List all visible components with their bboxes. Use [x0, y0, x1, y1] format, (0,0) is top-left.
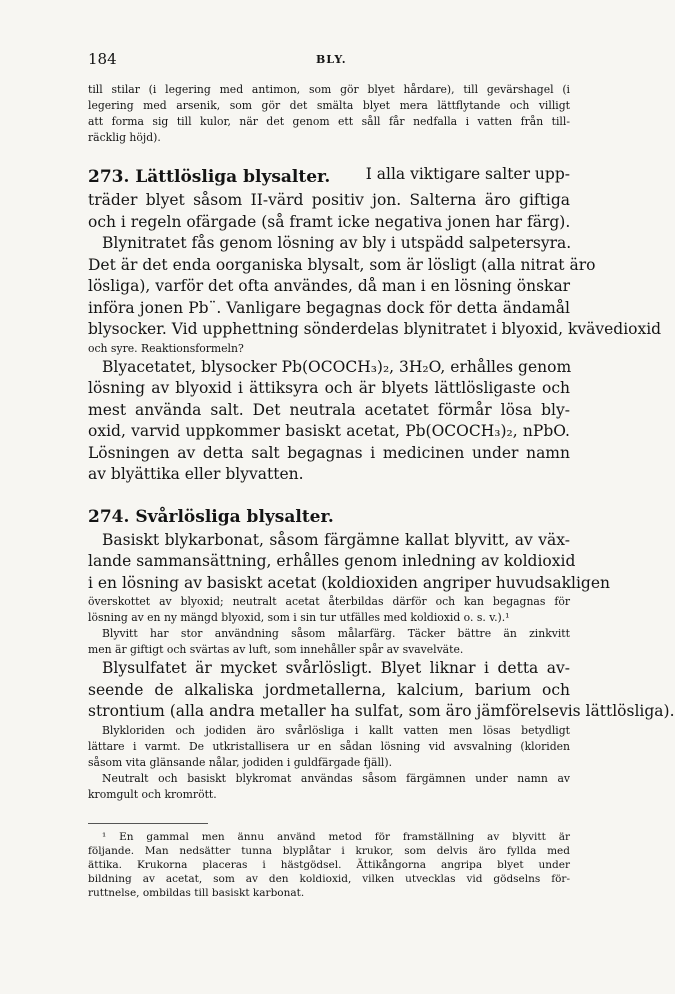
- text-line: att forma sig till kulor, när det genom ett såll får nedfalla i vatten från till-: [88, 115, 570, 128]
- text-line: Det är det enda oorganiska blysalt, som är lösligt (alla nitrat äro: [88, 255, 596, 274]
- text-line: såsom vita glänsande nålar, jodiden i guldfärgade fjäll).: [88, 755, 393, 769]
- text-line: oxid, varvid uppkommer basiskt acetat, Pb(OCOCH₃)₂, nPbO.: [88, 422, 570, 440]
- text-line: och syre. Reaktionsformeln?: [88, 341, 244, 355]
- text-line: i en lösning av basiskt acetat (koldioxiden angriper huvudsakligen: [88, 573, 610, 592]
- section-heading: 274. Svårlösliga blysalter.: [88, 506, 334, 527]
- footnote-line: ruttnelse, ombildas till basiskt karbonat.: [88, 886, 305, 899]
- text-line: av blyättika eller blyvatten.: [88, 465, 304, 483]
- text-line: och i regeln ofärgade (så framt icke negativa jonen har färg).: [88, 212, 571, 231]
- text-line: införa jonen Pb¨. Vanligare begagnas dock för detta ändamål: [88, 298, 570, 317]
- text-line: lösning av en ny mängd blyoxid, som i sin tur utfälles med koldioxid o. s. v.).¹: [88, 611, 510, 624]
- footnote-line: ¹ En gammal men ännu använd metod för framställning av blyvitt är: [102, 830, 570, 843]
- text-line: Lösningen av detta salt begagnas i medicinen under namn: [88, 443, 570, 462]
- text-line: Neutralt och basiskt blykromat användas såsom färgämnen under namn av: [102, 771, 570, 785]
- running-title: BLY.: [316, 53, 347, 66]
- section-273-first-line: [88, 164, 570, 190]
- page-number: 184: [88, 50, 117, 68]
- footnote-line: ättika. Krukorna placeras i hästgödsel. Ättikångorna angripa blyet under: [88, 858, 570, 871]
- text-line: Blysulfatet är mycket svårlösligt. Blyet liknar i detta av-: [102, 659, 570, 677]
- text-line: Blynitratet fås genom lösning av bly i utspädd salpetersyra.: [102, 234, 572, 252]
- text-line: lösliga), varför det ofta användes, då man i en lösning önskar: [88, 277, 571, 295]
- text-line: mest använda salt. Det neutrala acetatet förmår lösa bly-: [88, 400, 570, 419]
- text-line: kromgult och kromrött.: [88, 787, 217, 801]
- footnote-line: följande. Man nedsätter tunna blyplåtar i krukor, som delvis äro fyllda med: [88, 844, 570, 857]
- page-header: [88, 50, 570, 70]
- text-line: men är giftigt och svärtas av luft, som innehåller spår av svavelväte.: [88, 643, 464, 656]
- text-line: strontium (alla andra metaller ha sulfat, som äro jämförelsevis lättlösliga).: [88, 702, 675, 720]
- text-line: Basiskt blykarbonat, såsom färgämne kallat blyvitt, av väx-: [102, 530, 570, 549]
- text-line: blysocker. Vid upphettning sönderdelas blynitratet i blyoxid, kvävedioxid: [88, 320, 662, 338]
- section-heading: 273. Lättlösliga blysalter.: [88, 167, 331, 187]
- text-line: räcklig höjd).: [88, 131, 161, 144]
- text-line: seende de alkaliska jordmetallerna, kalcium, barium och: [88, 680, 570, 699]
- footnote-line: bildning av acetat, som av den koldioxid, vilken utvecklas vid gödselns för-: [88, 872, 570, 885]
- text-line: överskottet av blyoxid; neutralt acetat återbildas därför och kan begagnas för: [88, 595, 570, 608]
- text-body: [88, 82, 675, 900]
- text-line: lösning av blyoxid i ättiksyra och är blyets lättlösligaste och: [88, 379, 570, 397]
- text-line: lande sammansättning, erhålles genom inledning av koldioxid: [88, 552, 576, 570]
- footnote-rule: [88, 823, 208, 824]
- text-line: legering med arsenik, som gör det smälta blyet mera lättflytande och villigt: [88, 99, 570, 112]
- text-line: Blyacetatet, blysocker Pb(OCOCH₃)₂, 3H₂O, erhålles genom: [102, 357, 572, 376]
- text-line: lättare i varmt. De utkristallisera ur en sådan lösning vid avsvalning (kloriden: [88, 739, 570, 753]
- text-line: Blyvitt har stor användning såsom målarfärg. Täcker bättre än zinkvitt: [102, 627, 570, 640]
- text-line: till stilar (i legering med antimon, som gör blyet hårdare), till gevärshagel (i: [88, 83, 570, 96]
- text-line: I alla viktigare salter upp-: [365, 165, 570, 183]
- text-line: träder blyet såsom II-värd positiv jon. Salterna äro giftiga: [88, 191, 570, 209]
- text-line: Blykloriden och jodiden äro svårlösliga i kallt vatten men lösas betydligt: [102, 723, 570, 737]
